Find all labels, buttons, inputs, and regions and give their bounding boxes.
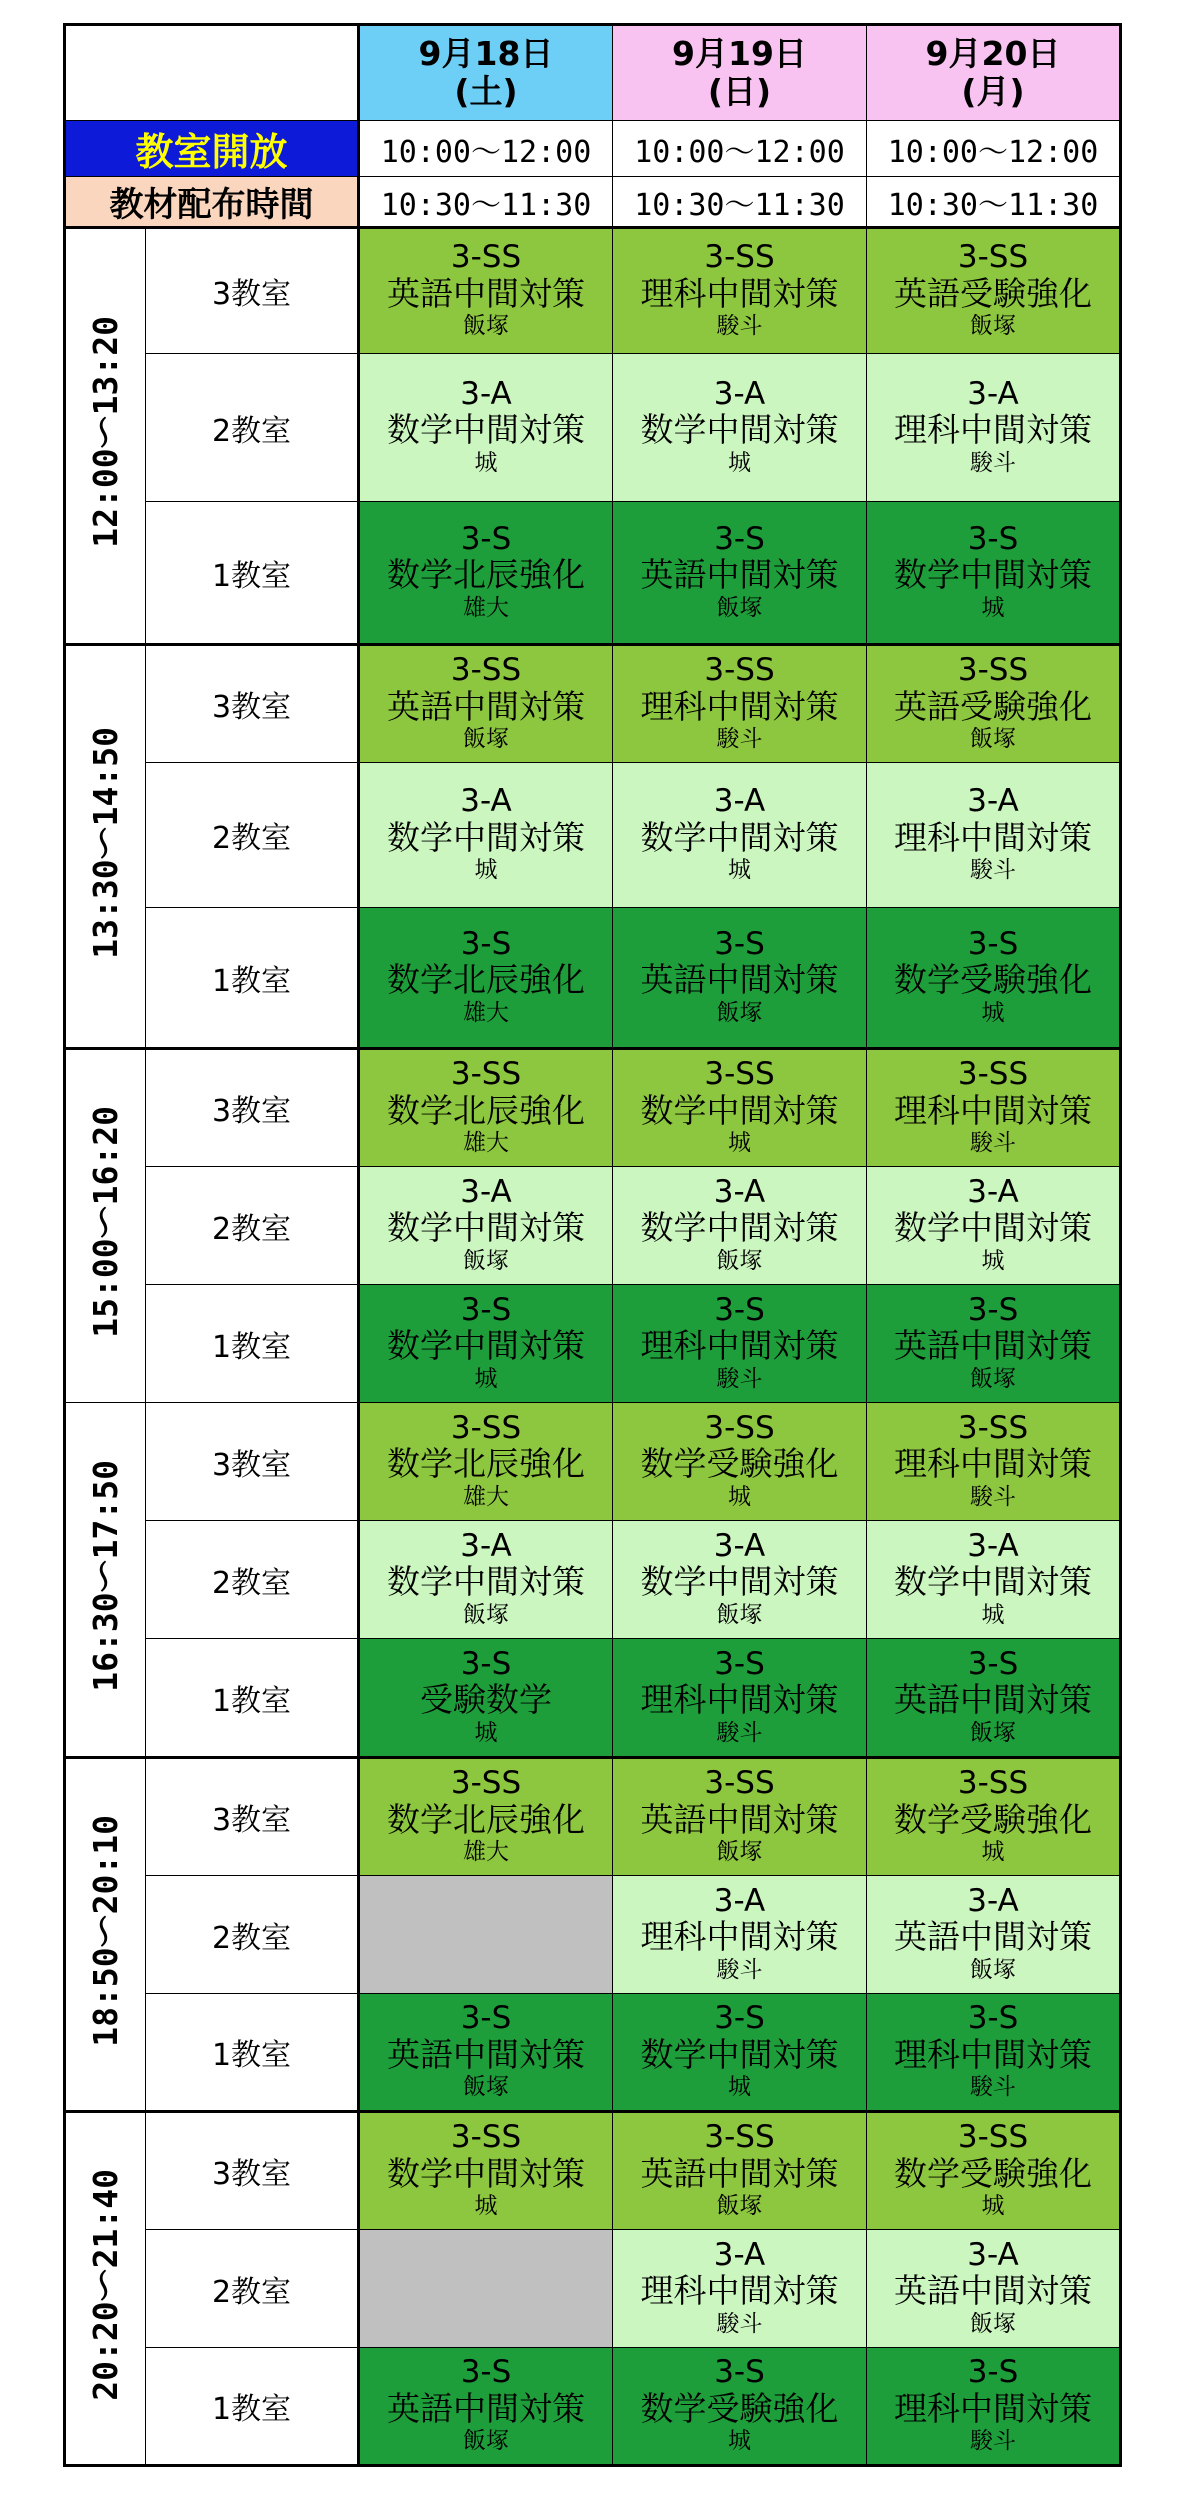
teacher-name: 駿斗 [716,313,763,340]
class-code: 3-S [714,2354,765,2391]
time-band-cell [65,1403,146,1758]
room-label: 1教室 [146,1285,359,1403]
teacher-name: 飯塚 [716,1839,763,1866]
subject-name: 数学中間対策 [387,817,585,857]
class-cell [359,354,613,502]
slot-row [65,763,1121,908]
subject-name: 数学受験強化 [894,2153,1092,2193]
teacher-name: 駿斗 [970,1483,1016,1510]
class-code: 3-S [714,2000,765,2037]
subject-name: 数学北辰強化 [387,555,585,595]
class-code: 3-S [967,2354,1019,2391]
room-label: 3教室 [146,228,359,354]
teacher-name: 駿斗 [716,1365,763,1392]
teacher-name: 飯塚 [463,1247,509,1274]
class-cell [867,1758,1121,1876]
class-cell [867,502,1121,645]
class-cell [867,2112,1121,2230]
teacher-name: 駿斗 [970,2074,1016,2101]
teacher-name: 駿斗 [970,449,1016,476]
class-code: 3-A [460,783,512,820]
subject-name: 数学北辰強化 [387,1090,585,1130]
teacher-name: 駿斗 [716,726,763,753]
teacher-name: 城 [981,1601,1005,1628]
subject-name: 英語中間対策 [640,2153,839,2193]
slot-row [65,645,1121,763]
subject-name: 理科中間対策 [894,410,1092,450]
class-code: 3-A [460,1173,512,1210]
teacher-name: 城 [474,1365,498,1392]
class-code: 3-SS [704,652,775,689]
class-cell [867,1876,1121,1994]
slot-row [65,1994,1121,2112]
teacher-name: 城 [981,1247,1005,1274]
teacher-name: 飯塚 [463,2428,509,2455]
class-cell [613,502,867,645]
class-code: 3-A [713,2236,766,2273]
day-header-sun [613,25,867,121]
class-cell [359,1403,613,1521]
class-cell [359,763,613,908]
subject-name: 英語中間対策 [894,1326,1092,1366]
teacher-name: 雄大 [463,594,509,621]
class-cell [359,1639,613,1758]
teacher-name: 雄大 [463,999,509,1026]
class-code: 3-SS [450,239,522,276]
class-cell [867,1403,1121,1521]
open-room-time: 10:00〜12:00 [359,121,613,177]
subject-name: 数学北辰強化 [387,1444,585,1484]
teacher-name: 飯塚 [970,1719,1016,1746]
class-code: 3-A [713,1173,766,1210]
slot-row [65,1639,1121,1758]
teacher-name: 雄大 [463,1483,509,1510]
class-code: 3-SS [704,1765,775,1802]
subject-name: 数学中間対策 [640,1562,839,1602]
slot-row [65,1049,1121,1167]
subject-name: 理科中間対策 [894,2034,1092,2074]
class-code: 3-S [460,2000,512,2037]
time-band-label: 15:00〜16:20 [86,1106,125,1338]
time-band-cell [65,2112,146,2466]
slot-row [65,2348,1121,2466]
class-cell [613,1403,867,1521]
teacher-name: 駿斗 [716,1719,763,1746]
teacher-name: 城 [728,1483,751,1510]
teacher-name: 飯塚 [463,1601,509,1628]
class-code: 3-S [460,1291,512,1328]
room-label: 3教室 [146,2112,359,2230]
class-cell [359,1167,613,1285]
teacher-name: 城 [474,449,498,476]
time-band-cell [65,645,146,1049]
class-cell [359,2112,613,2230]
class-code: 3-S [460,520,512,557]
teacher-name: 駿斗 [716,2310,763,2337]
subject-name: 数学北辰強化 [387,1799,585,1839]
teacher-name: 城 [474,857,498,884]
class-cell [613,1758,867,1876]
subject-name: 英語中間対策 [640,1799,839,1839]
day-date: 9月20日 [925,34,1061,74]
class-cell [867,1521,1121,1639]
slot-row [65,2230,1121,2348]
class-code: 3-SS [450,1056,522,1093]
subject-name: 英語中間対策 [387,2388,585,2428]
class-cell [359,645,613,763]
class-cell [613,228,867,354]
subject-name: 理科中間対策 [894,2388,1092,2428]
class-code: 3-SS [957,239,1029,276]
room-label: 2教室 [146,1167,359,1285]
class-cell [359,2348,613,2466]
class-cell [867,1994,1121,2112]
class-cell [359,908,613,1049]
subject-name: 英語中間対策 [640,555,839,595]
teacher-name: 飯塚 [716,1601,763,1628]
room-label: 3教室 [146,1049,359,1167]
subject-name: 英語中間対策 [894,2271,1092,2311]
distribution-row [65,177,1121,228]
subject-name: 英語中間対策 [640,960,839,1000]
class-code: 3-SS [704,2119,775,2156]
class-cell [613,1639,867,1758]
open-room-row [65,121,1121,177]
class-cell [613,2112,867,2230]
teacher-name: 城 [728,857,751,884]
class-code: 3-A [713,1882,766,1919]
class-cell [613,1285,867,1403]
class-cell [867,2348,1121,2466]
subject-name: 数学受験強化 [894,960,1092,1000]
class-code: 3-A [713,375,766,412]
subject-name: 英語受験強化 [894,273,1092,313]
class-cell [867,228,1121,354]
room-label: 1教室 [146,908,359,1049]
class-code: 3-S [714,1645,765,1682]
class-code: 3-SS [450,2119,522,2156]
teacher-name: 駿斗 [970,1130,1016,1157]
room-label: 1教室 [146,502,359,645]
class-cell [867,645,1121,763]
room-label: 2教室 [146,2230,359,2348]
room-label: 1教室 [146,2348,359,2466]
empty-slot-cell [359,2230,613,2348]
time-band-cell [65,1758,146,2112]
teacher-name: 駿斗 [970,2428,1016,2455]
slot-row [65,228,1121,354]
teacher-name: 城 [474,1719,498,1746]
class-code: 3-S [967,1291,1019,1328]
time-band-cell [65,228,146,645]
teacher-name: 飯塚 [716,1247,763,1274]
teacher-name: 城 [728,2428,751,2455]
schedule-table [63,23,1122,2467]
teacher-name: 駿斗 [716,1956,763,1983]
teacher-name: 城 [474,2193,498,2220]
subject-name: 英語受験強化 [894,686,1092,726]
class-cell [867,1049,1121,1167]
class-code: 3-SS [450,652,522,689]
teacher-name: 飯塚 [970,726,1016,753]
slot-row [65,908,1121,1049]
class-code: 3-SS [957,2119,1029,2156]
teacher-name: 城 [728,449,751,476]
slot-row [65,1876,1121,1994]
subject-name: 英語中間対策 [894,1917,1092,1957]
slot-row [65,1403,1121,1521]
teacher-name: 城 [728,1130,751,1157]
class-code: 3-S [967,520,1019,557]
class-cell [613,645,867,763]
subject-name: 数学中間対策 [387,1208,585,1248]
slot-row [65,1167,1121,1285]
subject-name: 数学受験強化 [640,2388,839,2428]
teacher-name: 飯塚 [970,2310,1016,2337]
room-label: 1教室 [146,1639,359,1758]
class-code: 3-A [967,1882,1019,1919]
class-code: 3-A [713,783,766,820]
subject-name: 受験数学 [420,1680,552,1720]
room-label: 3教室 [146,1758,359,1876]
class-cell [613,1876,867,1994]
subject-name: 理科中間対策 [894,1090,1092,1130]
subject-name: 理科中間対策 [640,1680,839,1720]
teacher-name: 城 [981,2193,1005,2220]
open-room-label: 教室開放 [65,121,359,177]
teacher-name: 雄大 [463,1839,509,1866]
subject-name: 数学受験強化 [894,1799,1092,1839]
class-code: 3-A [460,1527,512,1564]
subject-name: 数学中間対策 [387,2153,585,2193]
slot-row [65,1285,1121,1403]
class-code: 3-S [460,2354,512,2391]
class-code: 3-A [967,1173,1019,1210]
slot-row [65,1521,1121,1639]
day-of-week: (日) [707,72,772,111]
subject-name: 理科中間対策 [640,1326,839,1366]
day-header-sat [359,25,613,121]
open-room-time: 10:00〜12:00 [613,121,867,177]
class-cell [867,354,1121,502]
day-date: 9月19日 [672,34,807,74]
subject-name: 理科中間対策 [640,273,839,313]
teacher-name: 飯塚 [716,2193,763,2220]
teacher-name: 雄大 [463,1130,509,1157]
class-code: 3-A [713,1527,766,1564]
room-label: 3教室 [146,645,359,763]
class-cell [359,1994,613,2112]
room-label: 1教室 [146,1994,359,2112]
subject-name: 理科中間対策 [640,2271,839,2311]
distribution-time: 10:30〜11:30 [867,177,1121,228]
class-code: 3-SS [704,239,775,276]
room-label: 2教室 [146,763,359,908]
distribution-time: 10:30〜11:30 [613,177,867,228]
subject-name: 数学中間対策 [894,1208,1092,1248]
class-code: 3-A [967,2236,1019,2273]
teacher-name: 飯塚 [716,594,763,621]
open-room-time: 10:00〜12:00 [867,121,1121,177]
subject-name: 英語中間対策 [387,273,585,313]
teacher-name: 城 [981,1839,1005,1866]
room-label: 2教室 [146,1521,359,1639]
class-code: 3-S [967,925,1019,962]
teacher-name: 城 [981,999,1005,1026]
subject-name: 理科中間対策 [894,817,1092,857]
class-code: 3-S [714,1291,765,1328]
class-cell [613,763,867,908]
class-cell [359,1521,613,1639]
time-band-label: 16:30〜17:50 [86,1459,125,1692]
subject-name: 数学中間対策 [640,410,839,450]
class-code: 3-S [460,925,512,962]
class-code: 3-SS [957,1409,1029,1446]
class-code: 3-SS [957,1765,1029,1802]
subject-name: 数学中間対策 [640,817,839,857]
subject-name: 英語中間対策 [894,1680,1092,1720]
subject-name: 数学中間対策 [640,2034,839,2074]
slot-row [65,354,1121,502]
teacher-name: 飯塚 [970,1956,1016,1983]
class-cell [359,1758,613,1876]
class-code: 3-A [967,375,1019,412]
class-cell [867,763,1121,908]
subject-name: 数学中間対策 [894,555,1092,595]
teacher-name: 飯塚 [970,1365,1016,1392]
time-band-cell [65,1049,146,1403]
teacher-name: 飯塚 [463,313,509,340]
class-cell [867,908,1121,1049]
teacher-name: 飯塚 [716,999,763,1026]
class-cell [359,502,613,645]
time-band-label: 13:30〜14:50 [86,726,125,959]
day-header-mon [867,25,1121,121]
slot-row [65,502,1121,645]
class-code: 3-S [714,925,765,962]
class-code: 3-SS [450,1409,522,1446]
class-cell [613,2230,867,2348]
day-of-week: (土) [454,72,518,111]
slot-row [65,1758,1121,1876]
class-code: 3-SS [704,1056,775,1093]
class-code: 3-S [967,2000,1019,2037]
subject-name: 数学中間対策 [387,410,585,450]
class-code: 3-A [967,783,1019,820]
subject-name: 数学中間対策 [387,1562,585,1602]
subject-name: 英語中間対策 [387,686,585,726]
class-cell [359,228,613,354]
time-band-label: 20:20〜21:40 [86,2168,125,2401]
day-of-week: (月) [961,72,1025,111]
time-band-label: 12:00〜13:20 [86,316,125,548]
subject-name: 数学中間対策 [640,1090,839,1130]
class-cell [867,2230,1121,2348]
header-row [65,25,1121,121]
subject-name: 理科中間対策 [640,686,839,726]
class-code: 3-SS [450,1765,522,1802]
class-code: 3-A [460,375,512,412]
class-code: 3-S [714,520,765,557]
subject-name: 理科中間対策 [894,1444,1092,1484]
class-code: 3-SS [957,652,1029,689]
class-cell [359,1049,613,1167]
class-code: 3-SS [704,1409,775,1446]
subject-name: 理科中間対策 [640,1917,839,1957]
empty-slot-cell [359,1876,613,1994]
class-cell [613,908,867,1049]
subject-name: 英語中間対策 [387,2034,585,2074]
slot-row [65,2112,1121,2230]
class-code: 3-S [967,1645,1019,1682]
subject-name: 数学受験強化 [640,1444,839,1484]
class-cell [613,1167,867,1285]
class-cell [613,2348,867,2466]
subject-name: 数学中間対策 [894,1562,1092,1602]
distribution-label: 教材配布時間 [65,177,359,228]
class-cell [613,1994,867,2112]
room-label: 3教室 [146,1403,359,1521]
header-blank-cell [65,25,359,121]
day-date: 9月18日 [418,34,554,74]
subject-name: 数学中間対策 [640,1208,839,1248]
class-cell [613,354,867,502]
teacher-name: 駿斗 [970,857,1016,884]
class-cell [359,1285,613,1403]
room-label: 2教室 [146,354,359,502]
class-cell [867,1167,1121,1285]
class-cell [867,1285,1121,1403]
class-cell [613,1521,867,1639]
time-band-label: 18:50〜20:10 [86,1814,125,2047]
room-label: 2教室 [146,1876,359,1994]
class-code: 3-A [967,1527,1019,1564]
subject-name: 数学北辰強化 [387,960,585,1000]
distribution-time: 10:30〜11:30 [359,177,613,228]
teacher-name: 城 [728,2074,751,2101]
class-cell [867,1639,1121,1758]
class-code: 3-SS [957,1056,1029,1093]
teacher-name: 飯塚 [970,313,1016,340]
subject-name: 数学中間対策 [387,1326,585,1366]
class-code: 3-S [460,1645,512,1682]
class-cell [613,1049,867,1167]
teacher-name: 飯塚 [463,726,509,753]
teacher-name: 城 [981,594,1005,621]
teacher-name: 飯塚 [463,2074,509,2101]
